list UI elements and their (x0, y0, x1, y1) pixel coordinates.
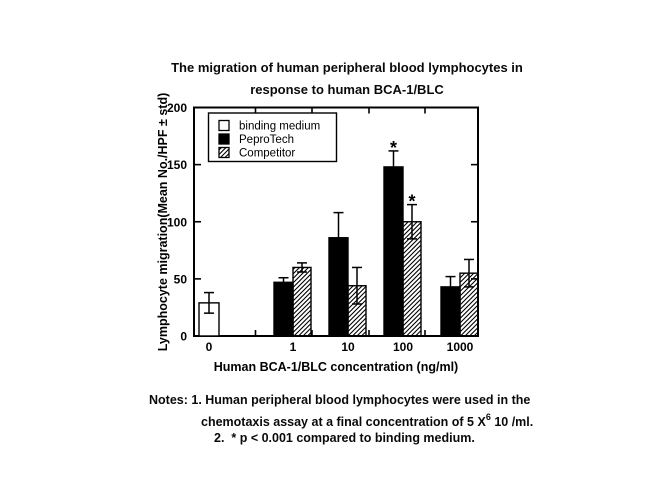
x-axis-title: Human BCA-1/BLC concentration (ng/ml) (213, 360, 459, 374)
legend-swatch-hatched-icon (219, 148, 229, 158)
x-tick-label: 0 (205, 340, 213, 354)
significance-asterisk: * (408, 191, 416, 212)
x-tick-label: 1 (289, 340, 297, 354)
chart-title-line1: The migration of human peripheral blood lymphocytes in (171, 60, 523, 75)
legend-swatch-white-icon (219, 121, 229, 131)
note-line-2-text: chemotaxis assay at a final concentration of 5 X (201, 415, 486, 430)
bar-PeproTech (384, 167, 403, 336)
x-tick-label: 100 (392, 340, 414, 354)
chart-title-line2: response to human BCA-1/BLC (250, 82, 444, 97)
note-line-2-exponent: 6 (485, 412, 491, 422)
x-tick-label: 1000 (446, 340, 474, 354)
note-line-3: 2. * p < 0.001 compared to binding medium. (214, 431, 475, 445)
significance-asterisk: * (389, 137, 398, 158)
note-line-1: Notes: 1. Human peripheral blood lymphocytes were used in the (149, 393, 531, 407)
legend-label: binding medium (239, 120, 321, 133)
y-tick-label: 100 (166, 215, 187, 230)
x-tick-label: 10 (341, 340, 355, 354)
y-axis-title: Lymphocyte migration(Mean No./HPF ± std) (156, 92, 170, 352)
legend-label: PeproTech (239, 134, 294, 146)
bar-Competitor (293, 267, 311, 336)
bar-PeproTech (274, 282, 293, 336)
legend-label: Competitor (239, 147, 296, 160)
note-line-2-suffix: 10 /ml. (490, 415, 534, 430)
plot-dynamic-content (167, 101, 478, 354)
note-line-2 (201, 413, 533, 429)
legend-swatch-black-icon (219, 134, 229, 144)
y-tick-label: 150 (166, 158, 187, 173)
y-tick-label: 50 (173, 272, 187, 287)
y-tick-label: 0 (180, 329, 187, 344)
y-tick-label: 200 (166, 101, 187, 115)
